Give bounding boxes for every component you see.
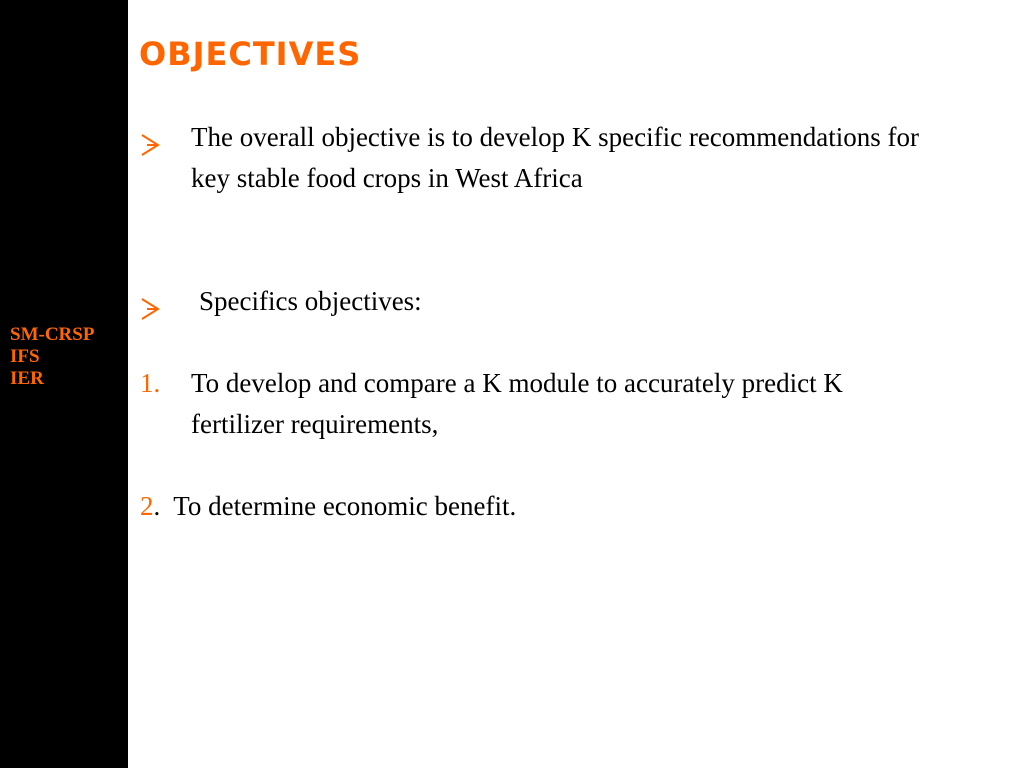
- arrow-bullet-icon: [140, 127, 160, 149]
- list-item-text: To determine economic benefit.: [173, 491, 517, 521]
- sidebar-org-label: SM-CRSP: [10, 324, 95, 345]
- numbered-item-2: [140, 486, 920, 527]
- slide-title: OBJECTIVES: [139, 35, 362, 73]
- sidebar: [0, 0, 128, 768]
- numbered-item-1: [140, 363, 920, 445]
- list-item-text: To develop and compare a K module to accurately predict K fertilizer requirements,: [191, 368, 843, 439]
- list-number-separator: .: [153, 491, 161, 521]
- bullet-text: The overall objective is to develop K specific recommendations for key stable food crops in West Africa: [191, 122, 919, 193]
- arrow-bullet-icon: [140, 291, 160, 313]
- list-number: 2: [140, 491, 154, 521]
- sidebar-org-label: IER: [10, 368, 44, 389]
- bullet-item-overall-objective: [140, 117, 920, 199]
- bullet-text: Specifics objectives:: [199, 286, 422, 316]
- list-number: 1.: [140, 368, 161, 398]
- sidebar-org-label: IFS: [10, 346, 40, 367]
- bullet-item-specific-objectives: [140, 281, 920, 322]
- sidebar-org-list: [10, 324, 94, 390]
